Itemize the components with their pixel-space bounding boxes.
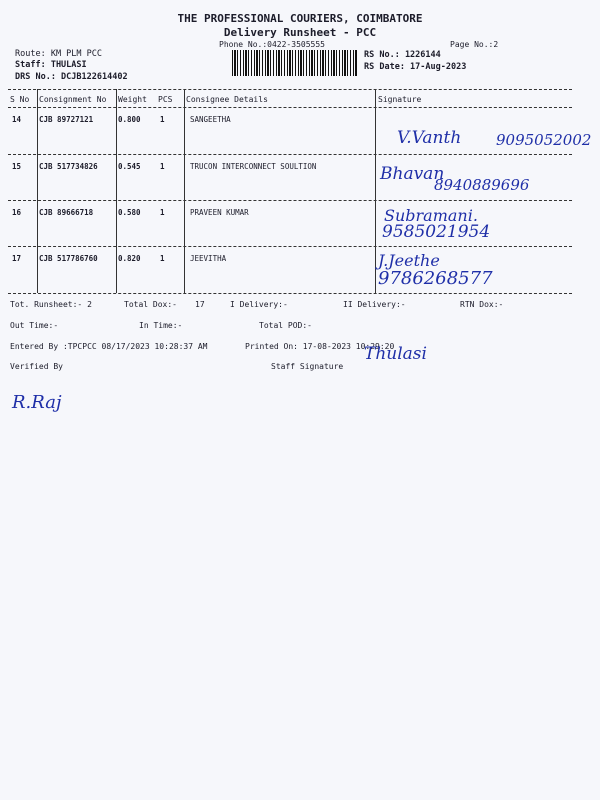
row-sno: 14 bbox=[12, 115, 22, 124]
row-consignment: CJB 89727121 bbox=[39, 115, 94, 124]
col-header-consignee: Consignee Details bbox=[186, 95, 268, 104]
row-pcs: 1 bbox=[160, 162, 165, 171]
rs-date: RS Date: 17-Aug-2023 bbox=[364, 62, 467, 72]
row-weight: 0.800 bbox=[118, 115, 141, 124]
table-bottom-rule bbox=[8, 293, 572, 294]
rtn-dox: RTN Dox:- bbox=[460, 300, 504, 309]
out-time: Out Time:- bbox=[10, 321, 59, 330]
route: Route: KM PLM PCC bbox=[15, 49, 102, 59]
ii-delivery: II Delivery:- bbox=[343, 300, 406, 309]
total-pod: Total POD:- bbox=[259, 321, 312, 330]
signature-phone: 9786268577 bbox=[378, 268, 493, 289]
drs-number: DRS No.: DCJB122614402 bbox=[15, 72, 128, 82]
phone-number: Phone No.:0422-3505555 bbox=[219, 40, 325, 49]
verified-by-label: Verified By bbox=[10, 362, 63, 371]
company-name: THE PROFESSIONAL COURIERS, COIMBATORE bbox=[177, 12, 423, 25]
signature-name: Subramani. bbox=[384, 206, 478, 225]
row-rule bbox=[8, 246, 572, 247]
row-consignee: TRUCON INTERCONNECT SOULTION bbox=[190, 162, 317, 171]
row-consignment: CJB 517786760 bbox=[39, 254, 98, 263]
row-consignee: JEEVITHA bbox=[190, 254, 227, 263]
i-delivery: I Delivery:- bbox=[230, 300, 288, 309]
row-consignment: CJB 89666718 bbox=[39, 208, 94, 217]
column-divider bbox=[37, 89, 38, 293]
rs-number: RS No.: 1226144 bbox=[364, 50, 441, 60]
col-header-sno: S No bbox=[10, 95, 30, 104]
row-sno: 16 bbox=[12, 208, 22, 217]
col-header-consignment: Consignment No bbox=[39, 95, 107, 104]
row-pcs: 1 bbox=[160, 208, 165, 217]
col-header-pcs: PCS bbox=[158, 95, 173, 104]
total-dox-label: Total Dox:- bbox=[124, 300, 177, 309]
printed-on: Printed On: 17-08-2023 10:29:20 bbox=[245, 342, 395, 351]
column-divider bbox=[375, 89, 376, 293]
signature-name: J.Jeethe bbox=[378, 251, 440, 270]
row-rule bbox=[8, 200, 572, 201]
col-header-weight: Weight bbox=[118, 95, 147, 104]
row-sno: 15 bbox=[12, 162, 22, 171]
staff-signature: Thulasi bbox=[364, 344, 427, 364]
header-rule bbox=[8, 107, 572, 108]
page-number: Page No.:2 bbox=[450, 40, 499, 49]
entered-by: Entered By :TPCPCC 08/17/2023 10:28:37 AM bbox=[10, 342, 208, 351]
row-consignment: CJB 517734826 bbox=[39, 162, 98, 171]
barcode bbox=[232, 50, 358, 76]
row-consignee: PRAVEEN KUMAR bbox=[190, 208, 249, 217]
signature-phone: 9585021954 bbox=[382, 222, 491, 242]
row-rule bbox=[8, 154, 572, 155]
total-dox-value: 17 bbox=[195, 300, 205, 309]
signature-phone: 9095052002 bbox=[496, 131, 592, 149]
signature-phone: 8940889696 bbox=[434, 176, 530, 194]
row-pcs: 1 bbox=[160, 115, 165, 124]
signature-name: V.Vanth bbox=[397, 128, 462, 148]
in-time: In Time:- bbox=[139, 321, 183, 330]
table-top-rule bbox=[8, 89, 572, 90]
row-weight: 0.580 bbox=[118, 208, 141, 217]
total-runsheet: Tot. Runsheet:- 2 bbox=[10, 300, 92, 309]
row-weight: 0.820 bbox=[118, 254, 141, 263]
staff: Staff: THULASI bbox=[15, 60, 87, 70]
row-pcs: 1 bbox=[160, 254, 165, 263]
signature-name: Bhavan bbox=[380, 164, 445, 184]
row-sno: 17 bbox=[12, 254, 22, 263]
row-weight: 0.545 bbox=[118, 162, 141, 171]
staff-signature-label: Staff Signature bbox=[271, 362, 344, 371]
row-consignee: SANGEETHA bbox=[190, 115, 231, 124]
verifier-signature: R.Raj bbox=[12, 392, 62, 413]
col-header-signature: Signature bbox=[378, 95, 422, 104]
column-divider bbox=[184, 89, 185, 293]
column-divider bbox=[116, 89, 117, 293]
runsheet-title: Delivery Runsheet - PCC bbox=[223, 26, 377, 39]
